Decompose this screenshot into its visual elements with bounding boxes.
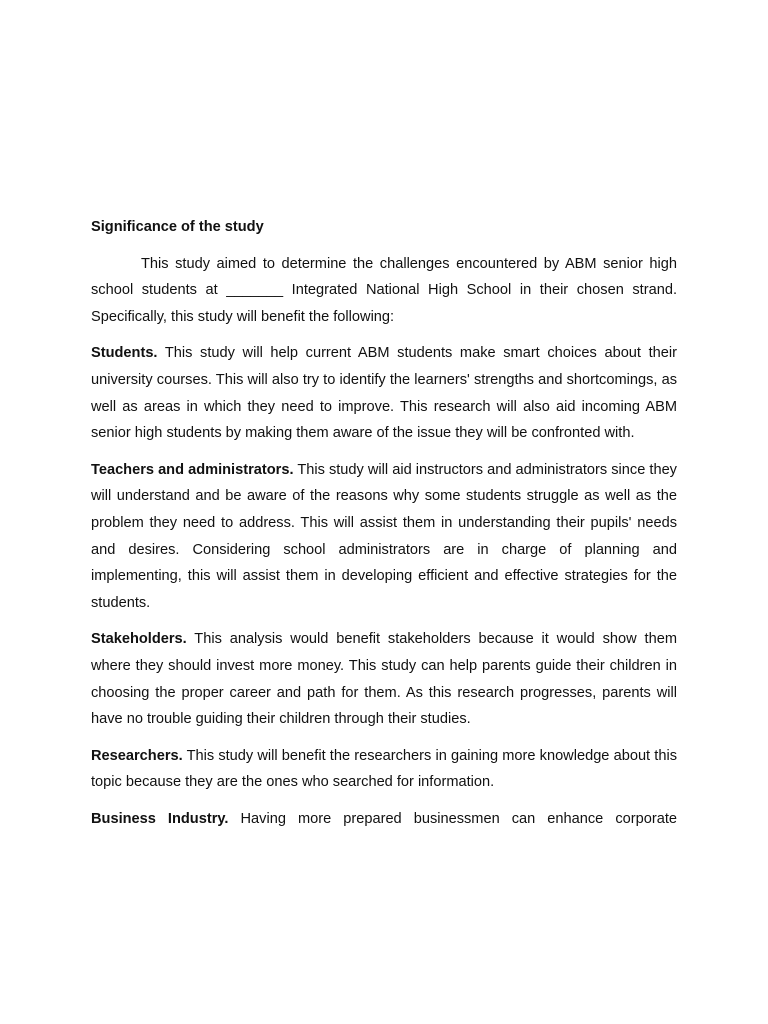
- paragraph-text: Having more prepared businessmen can enhance corporate: [228, 810, 677, 827]
- paragraph-students: [91, 340, 677, 446]
- paragraph-lead: Researchers.: [91, 747, 183, 764]
- paragraph-text: This study will aid instructors and administrators since they will understand and be aware of the reasons why some students struggle as well as the problem they need to address. This will assist them in understanding their pupils' needs and desires. Considering school administrators are in charge of planning and implementing, this will assist them in developing efficient and effective strategies for the students.: [91, 461, 677, 611]
- paragraph-text: This analysis would benefit stakeholders because it would show them where they should invest more money. This study can help parents guide their children in choosing the proper career and path for them. As this research progresses, parents will have no trouble guiding their children through their studies.: [91, 631, 677, 728]
- section-heading: Significance of the study: [91, 219, 264, 235]
- paragraph-text: This study will benefit the researchers in gaining more knowledge about this topic because they are the ones who searched for information.: [91, 747, 677, 791]
- paragraph-lead: Stakeholders.: [91, 631, 187, 648]
- paragraph-text: This study will help current ABM students make smart choices about their university courses. This will also try to identify the learners' strengths and shortcomings, as well as areas in which they need to improve. This research will also aid incoming ABM senior high students by making them aware of the issue they will be confronted with.: [91, 345, 677, 442]
- paragraph-lead: Students.: [91, 345, 158, 362]
- paragraph-lead: Teachers and administrators.: [91, 461, 294, 478]
- paragraph-business-industry: [91, 806, 677, 833]
- paragraph-stakeholders: [91, 626, 677, 732]
- paragraph-lead: Business Industry.: [91, 810, 229, 827]
- paragraph-teachers-administrators: [91, 457, 677, 617]
- intro-paragraph: This study aimed to determine the challenges encountered by ABM senior high school students at _______ Integrated National High School in their chosen strand. Specifically, this study will benefit the following:: [91, 255, 677, 325]
- document-body: [91, 214, 677, 842]
- paragraph-researchers: [91, 743, 677, 796]
